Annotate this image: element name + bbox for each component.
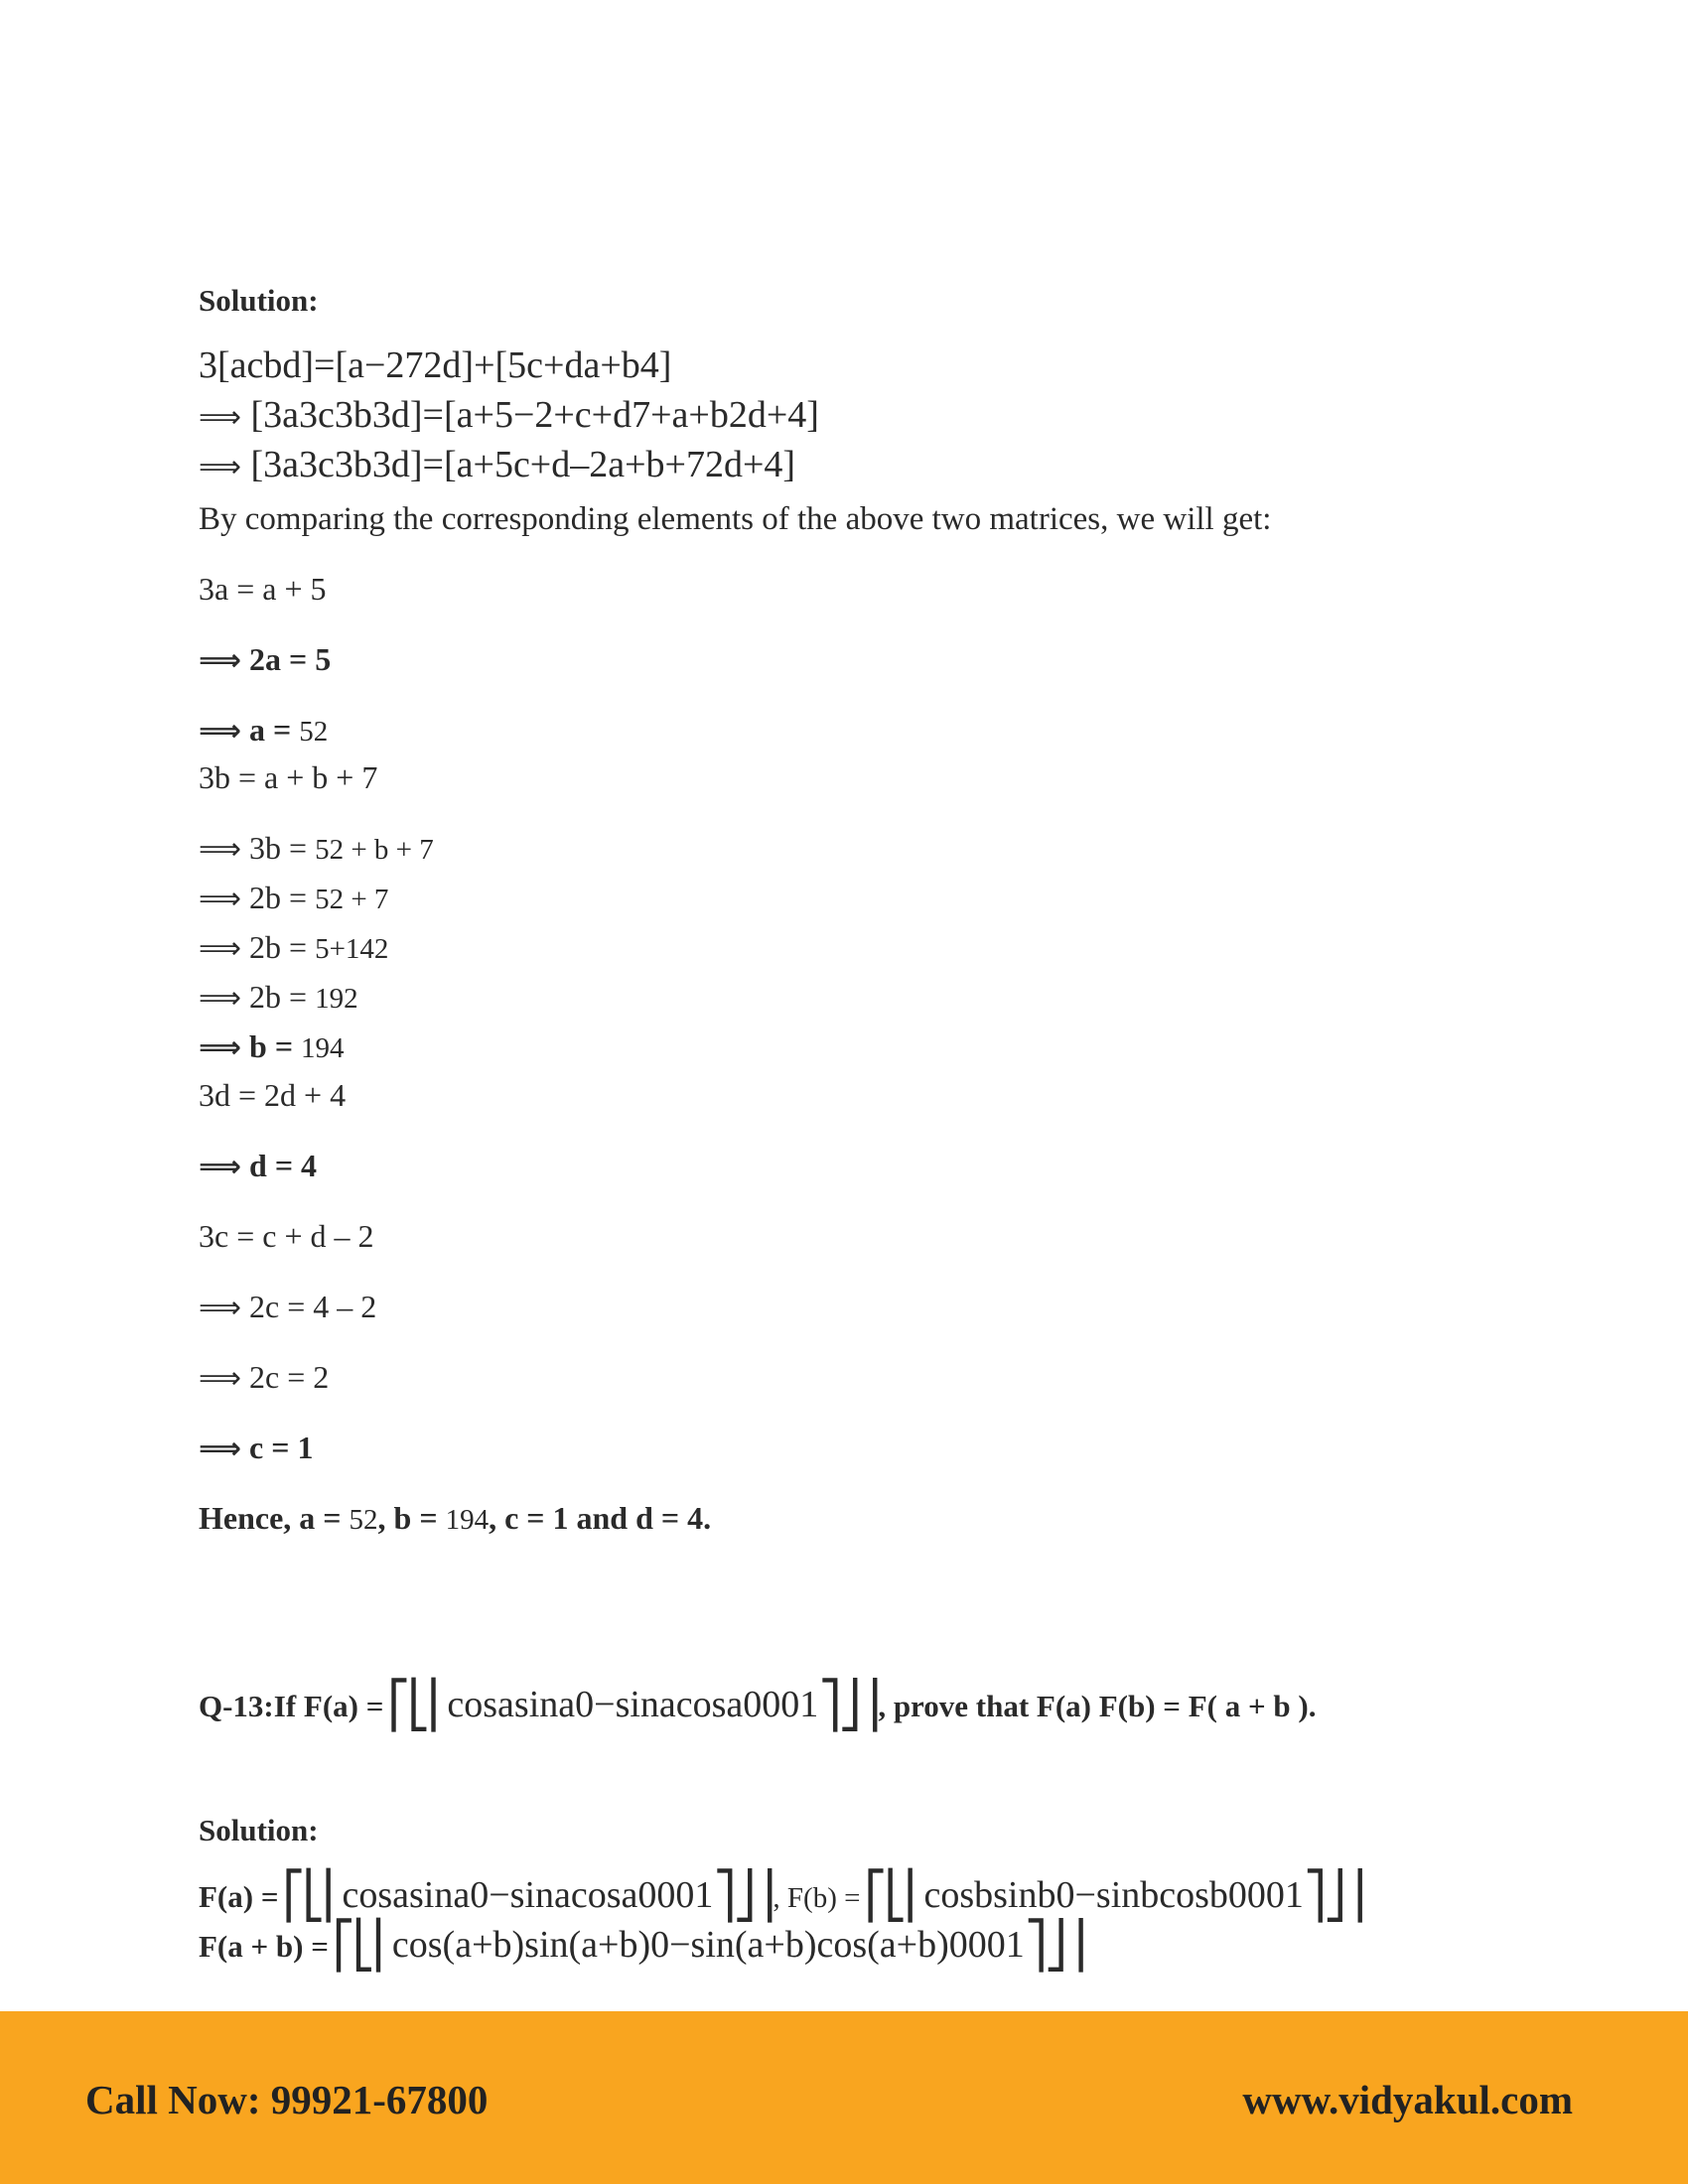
question-13-suffix: , prove that F(a) F(b) = F( a + b ).	[878, 1689, 1317, 1723]
solution-heading: Solution:	[199, 283, 319, 318]
eq-a3-value: 52	[299, 716, 329, 748]
implies-arrow: ⟹	[199, 832, 242, 867]
fab-matrix: cos(a+b)sin(a+b)0−sin(a+b)cos(a+b)0001	[391, 1924, 1025, 1966]
implies-arrow: ⟹	[199, 1361, 242, 1396]
left-bracket: ⎡⎣⎢	[864, 1868, 924, 1922]
matrix-equation-3	[199, 443, 795, 486]
implies-arrow: ⟹	[199, 450, 242, 484]
footer-banner	[0, 2011, 1688, 2184]
eq-b2-value: 52 + b + 7	[315, 834, 434, 866]
eq-b3-label: 2b =	[249, 880, 308, 915]
eq-b1: 3b = a + b + 7	[199, 759, 378, 795]
eq-c2	[199, 1289, 376, 1325]
eq-a2-text: 2a = 5	[249, 641, 332, 677]
eq-a2	[199, 641, 331, 678]
matrix-equation-2-text: [3a3c3b3d]=[a+5−2+c+d7+a+b2d+4]	[250, 394, 819, 436]
eq-d1: 3d = 2d + 4	[199, 1077, 347, 1113]
fb-matrix: cosbsinb0−sinbcosb0001	[923, 1874, 1304, 1916]
fab-label: F(a + b) =	[199, 1929, 329, 1964]
eq-b2-label: 3b =	[249, 830, 308, 866]
eq-c1: 3c = c + d – 2	[199, 1218, 374, 1254]
implies-arrow: ⟹	[199, 1432, 242, 1466]
eq-a1: 3a = a + 5	[199, 571, 327, 607]
eq-d2-text: d = 4	[249, 1148, 318, 1183]
eq-b3	[199, 880, 388, 916]
eq-c4-text: c = 1	[249, 1430, 314, 1465]
solution-2-heading: Solution:	[199, 1813, 319, 1847]
implies-arrow: ⟹	[199, 1291, 242, 1325]
eq-c2-text: 2c = 4 – 2	[249, 1289, 377, 1324]
hence-statement	[199, 1500, 711, 1537]
eq-b6-value: 194	[301, 1032, 345, 1064]
hence-part-3: , c = 1 and d = 4.	[489, 1500, 712, 1536]
implies-arrow: ⟹	[199, 882, 242, 916]
call-now-text[interactable]: Call Now: 99921-67800	[85, 2077, 489, 2122]
implies-arrow: ⟹	[199, 714, 242, 749]
eq-b4	[199, 929, 388, 966]
hence-part-2: , b =	[377, 1500, 438, 1536]
implies-arrow: ⟹	[199, 1150, 242, 1184]
eq-d2	[199, 1148, 317, 1184]
eq-b3-value: 52 + 7	[315, 884, 389, 915]
left-bracket: ⎡⎣⎢	[332, 1918, 392, 1972]
eq-b6	[199, 1028, 345, 1065]
matrix-equation-2	[199, 393, 819, 437]
eq-c4	[199, 1430, 313, 1466]
question-13-matrix: cosasina0−sinacosa0001	[447, 1684, 819, 1725]
matrix-equation-1: 3[acbd]=[a−272d]+[5c+da+b4]	[199, 344, 672, 386]
question-13	[199, 1678, 1316, 1731]
implies-arrow: ⟹	[199, 643, 242, 678]
fb-label: , F(b) =	[773, 1882, 861, 1914]
question-13-prefix: Q-13:If F(a) =	[199, 1689, 384, 1723]
left-bracket: ⎡⎣⎢	[282, 1868, 343, 1922]
eq-b4-value: 5+142	[315, 933, 389, 965]
eq-b2	[199, 830, 434, 867]
implies-arrow: ⟹	[199, 931, 242, 966]
eq-c3-text: 2c = 2	[249, 1359, 330, 1395]
implies-arrow: ⟹	[199, 981, 242, 1016]
matrix-equation-3-text: [3a3c3b3d]=[a+5c+d–2a+b+72d+4]	[250, 444, 796, 485]
hence-part-1: Hence, a =	[199, 1500, 342, 1536]
right-bracket: ⎤⎦⎥	[818, 1678, 879, 1731]
website-link[interactable]: www.vidyakul.com	[1242, 2077, 1573, 2122]
compare-statement: By comparing the corresponding elements of the above two matrices, we will get:	[199, 501, 1272, 537]
fa-fb-definition	[199, 1868, 1363, 1922]
fab-definition	[199, 1918, 1084, 1972]
fa-label: F(a) =	[199, 1879, 279, 1914]
eq-b6-label: b =	[249, 1028, 294, 1064]
hence-a-value: 52	[349, 1504, 378, 1536]
eq-b5-label: 2b =	[249, 979, 308, 1015]
eq-a3	[199, 712, 328, 749]
left-bracket: ⎡⎣⎢	[387, 1678, 448, 1731]
eq-b4-label: 2b =	[249, 929, 308, 965]
right-bracket: ⎤⎦⎥	[1303, 1868, 1363, 1922]
right-bracket: ⎤⎦⎥	[1024, 1918, 1084, 1972]
implies-arrow: ⟹	[199, 1030, 242, 1065]
eq-c3	[199, 1359, 329, 1396]
right-bracket: ⎤⎦⎥	[713, 1868, 774, 1922]
implies-arrow: ⟹	[199, 400, 242, 435]
eq-a3-label: a =	[249, 712, 292, 748]
eq-b5	[199, 979, 358, 1016]
hence-b-value: 194	[445, 1504, 490, 1536]
eq-b5-value: 192	[315, 983, 358, 1015]
fa-matrix: cosasina0−sinacosa0001	[342, 1874, 714, 1916]
